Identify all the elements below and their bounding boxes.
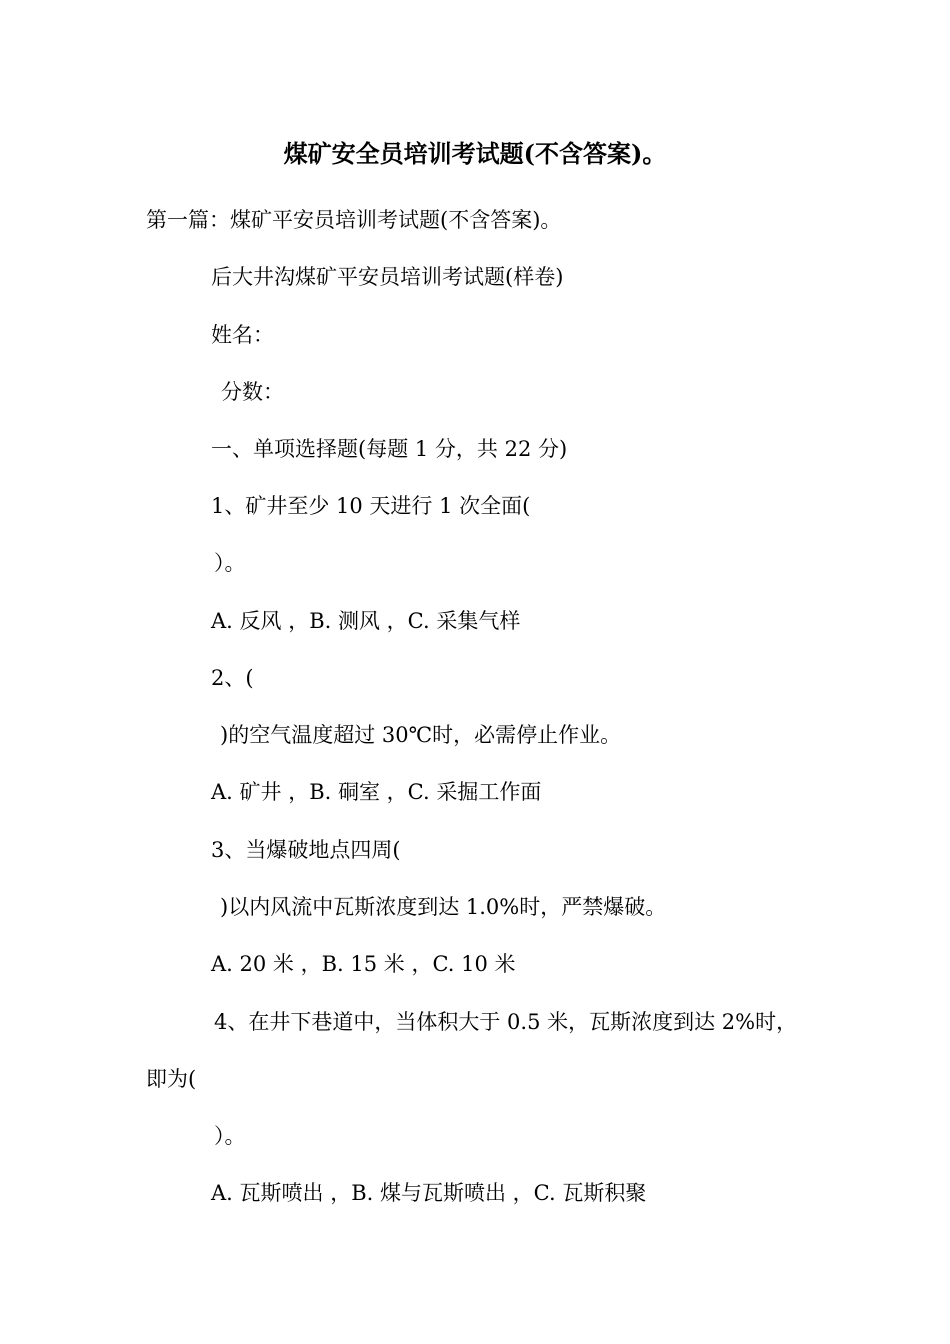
- question-2-stem: 2、(: [211, 666, 254, 690]
- question-4-blank: ）。: [214, 1124, 246, 1148]
- section-heading: 一、单项选择题(每题 1 分，共 22 分): [211, 437, 568, 461]
- question-4-options: A. 瓦斯喷出 ，B. 煤与瓦斯喷出 ，C. 瓦斯积聚: [211, 1181, 647, 1205]
- question-1-blank: ）。: [214, 551, 246, 575]
- question-3-options: A. 20 米 ，B. 15 米 ，C. 10 米: [211, 952, 516, 976]
- name-label: 姓名：: [211, 323, 274, 347]
- question-4-stem: 4、在井下巷道中，当体积大于 0.5 米，瓦斯浓度到达 2%时，: [214, 1010, 798, 1034]
- question-1-stem: 1、矿井至少 10 天进行 1 次全面(: [211, 494, 531, 518]
- chapter-heading: 第一篇：煤矿平安员培训考试题(不含答案)。: [146, 208, 562, 232]
- question-2-options: A. 矿井 ，B. 硐室 ，C. 采掘工作面: [211, 780, 542, 804]
- question-3-blank: )以内风流中瓦斯浓度到达 1.0%时，严禁爆破。: [220, 895, 667, 919]
- score-label: 分数：: [221, 380, 284, 404]
- question-4-stem-continued: 即为(: [146, 1067, 197, 1091]
- question-3-stem: 3、当爆破地点四周(: [211, 838, 401, 862]
- question-1-options: A. 反风 ，B. 测风 ，C. 采集气样: [211, 609, 521, 633]
- exam-subtitle: 后大井沟煤矿平安员培训考试题(样卷): [211, 265, 564, 289]
- document-title: 煤矿安全员培训考试题(不含答案)。: [283, 139, 667, 168]
- question-2-blank: )的空气温度超过 30℃时，必需停止作业。: [220, 723, 622, 747]
